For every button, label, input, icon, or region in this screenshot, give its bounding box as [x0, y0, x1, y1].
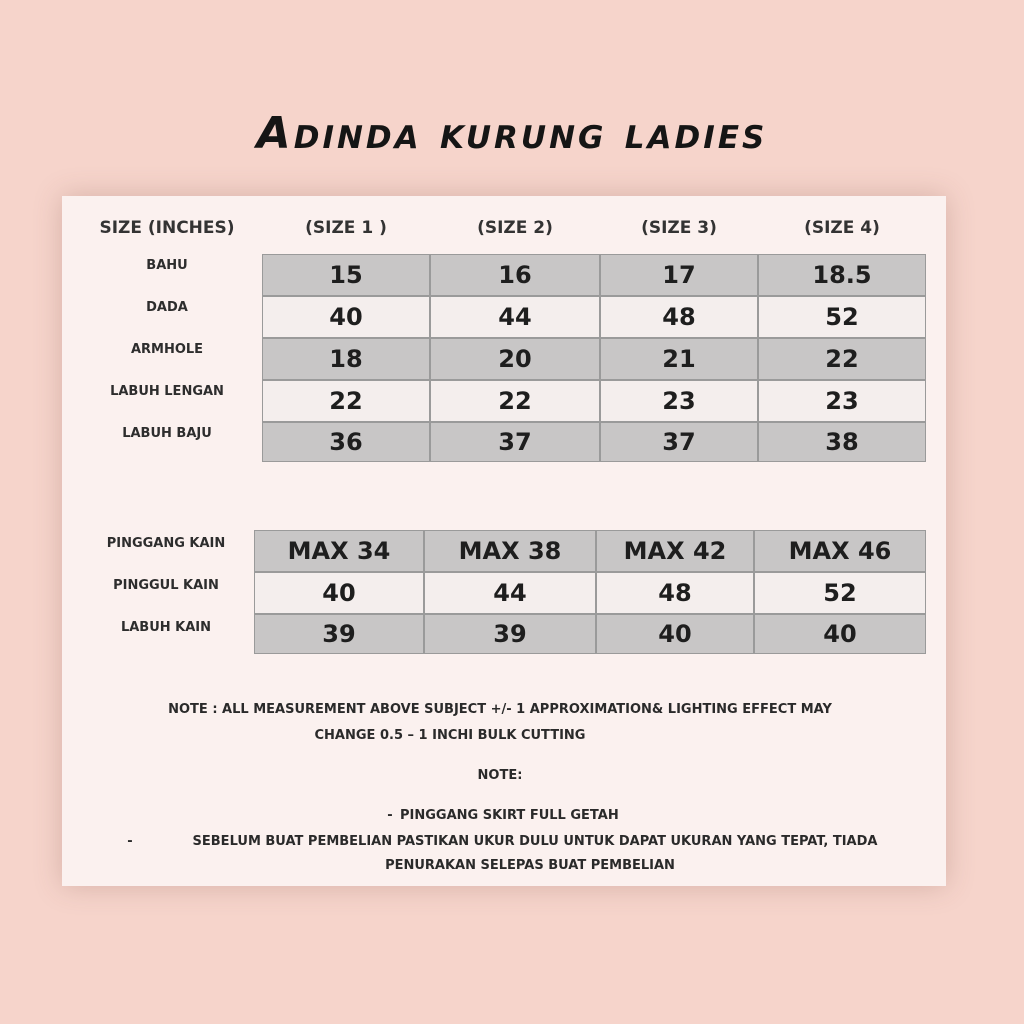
table-cell: 37: [600, 422, 758, 462]
table-cell: 40: [754, 614, 926, 654]
bullet-dash: -: [387, 808, 393, 823]
table-cell: 52: [754, 572, 926, 614]
header-size-1: (SIZE 1 ): [305, 218, 387, 238]
table-cell: 22: [758, 338, 926, 380]
table-cell: 18: [262, 338, 430, 380]
table-cell: 20: [430, 338, 600, 380]
table-cell: 40: [262, 296, 430, 338]
page-title: Adinda kurung ladies: [256, 108, 768, 159]
bullet-2-line-1: SEBELUM BUAT PEMBELIAN PASTIKAN UKUR DULU UNTUK DAPAT UKURAN YANG TEPAT, TIADA: [192, 834, 878, 849]
table-cell: 40: [596, 614, 754, 654]
bullet-2-line-2: PENURAKAN SELEPAS BUAT PEMBELIAN: [385, 858, 675, 873]
table-cell: 23: [600, 380, 758, 422]
table-cell: 39: [254, 614, 424, 654]
bullet-dash: -: [127, 834, 133, 849]
header-size-3: (SIZE 3): [641, 218, 717, 238]
table-cell: 44: [430, 296, 600, 338]
table-cell: 48: [596, 572, 754, 614]
table-cell: 48: [600, 296, 758, 338]
table-cell: 36: [262, 422, 430, 462]
table-cell: 38: [758, 422, 926, 462]
header-size-4: (SIZE 4): [804, 218, 880, 238]
table-cell: 15: [262, 254, 430, 296]
table-cell: 44: [424, 572, 596, 614]
header-size-inches: SIZE (INCHES): [99, 218, 235, 238]
table-cell: 21: [600, 338, 758, 380]
row-label-labuh-kain: LABUH KAIN: [120, 620, 212, 635]
row-label-dada: DADA: [146, 300, 188, 315]
table-cell: MAX 34: [254, 530, 424, 572]
row-label-armhole: ARMHOLE: [130, 342, 204, 357]
row-label-labuh-lengan: LABUH LENGAN: [110, 384, 224, 399]
table-cell: 52: [758, 296, 926, 338]
table-cell: 23: [758, 380, 926, 422]
table-cell: 22: [430, 380, 600, 422]
note-line-1: NOTE : ALL MEASUREMENT ABOVE SUBJECT +/- 1 APPROXIMATION& LIGHTING EFFECT MAY: [168, 702, 832, 717]
table-cell: 39: [424, 614, 596, 654]
row-label-bahu: BAHU: [146, 258, 188, 273]
table-cell: 40: [254, 572, 424, 614]
header-size-2: (SIZE 2): [477, 218, 553, 238]
table-cell: MAX 38: [424, 530, 596, 572]
table-cell: MAX 42: [596, 530, 754, 572]
table-cell: 18.5: [758, 254, 926, 296]
table-cell: 16: [430, 254, 600, 296]
row-label-labuh-baju: LABUH BAJU: [122, 426, 212, 441]
table-cell: 37: [430, 422, 600, 462]
row-label-pinggul-kain: PINGGUL KAIN: [113, 578, 219, 593]
note-heading: NOTE:: [477, 768, 523, 783]
note-line-2: CHANGE 0.5 – 1 INCHI BULK CUTTING: [314, 728, 586, 743]
table-cell: 17: [600, 254, 758, 296]
row-label-pinggang-kain: PINGGANG KAIN: [106, 536, 226, 551]
bullet-1: PINGGANG SKIRT FULL GETAH: [400, 808, 619, 823]
table-cell: 22: [262, 380, 430, 422]
table-cell: MAX 46: [754, 530, 926, 572]
